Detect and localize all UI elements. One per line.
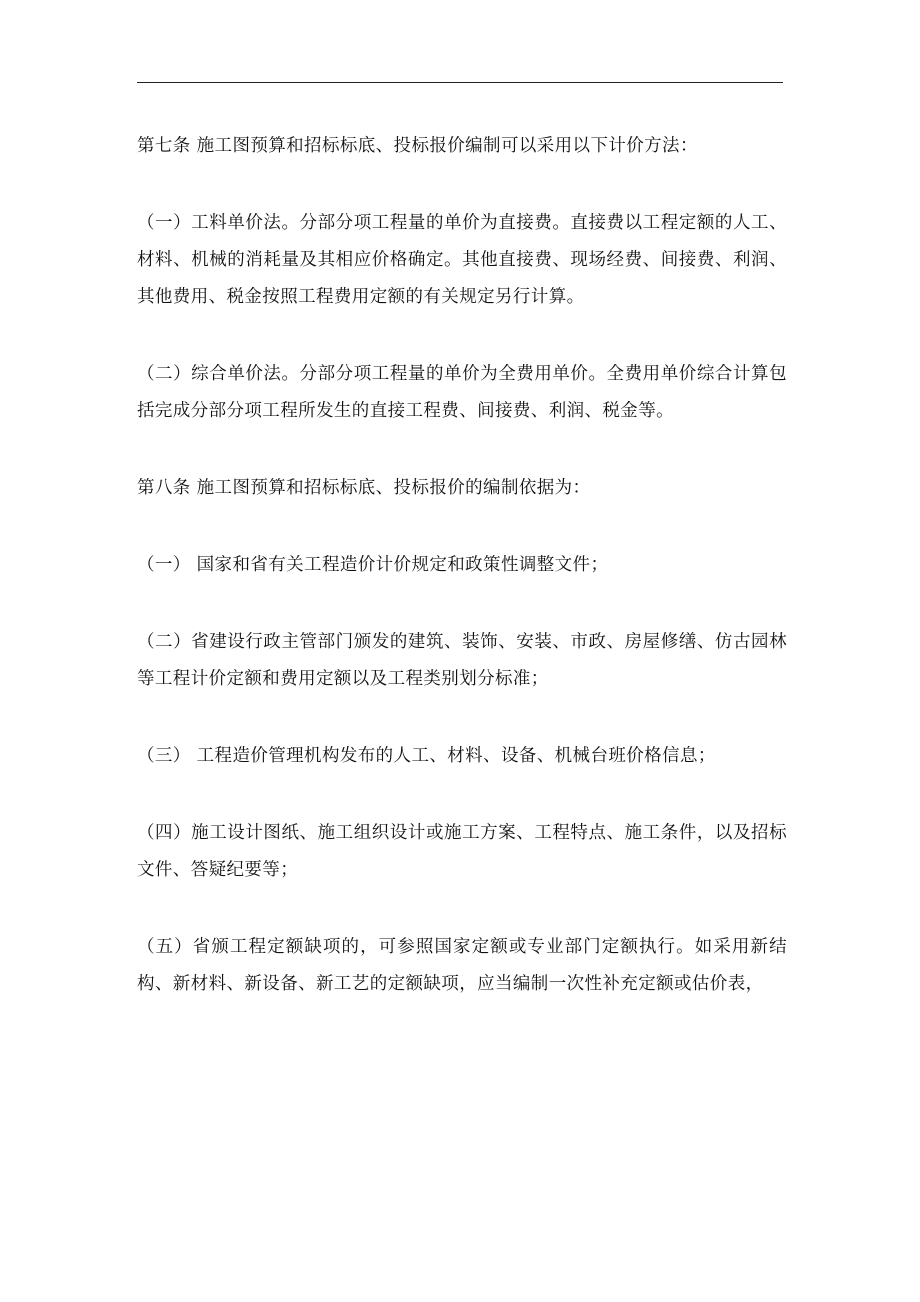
article-8-item-1: （一） 国家和省有关工程造价计价规定和政策性调整文件； [137, 555, 609, 575]
article-7-item-2: （二）综合单价法。分部分项工程量的单价为全费用单价。全费用单价综合计算包括完成分部分项工程所发生的直接工程费、间接费、利润、税金等。 [137, 364, 787, 421]
article-8-item-5: （五）省颁工程定额缺项的，可参照国家定额或专业部门定额执行。如采用新结构、新材料、新设备、新工艺的定额缺项，应当编制一次性补充定额或估价表， [137, 937, 787, 994]
article-8-item-2: （二）省建设行政主管部门颁发的建筑、装饰、安装、市政、房屋修缮、仿古园林等工程计价定额和费用定额以及工程类别划分标准； [137, 632, 787, 689]
article-8-item-4: （四）施工设计图纸、施工组织设计或施工方案、工程特点、施工条件，以及招标文件、答疑纪要等； [137, 823, 787, 880]
document-body [137, 128, 787, 1003]
article-8-heading: 第八条 施工图预算和招标标底、投标报价的编制依据为： [137, 478, 591, 498]
article-7-item-1: （一）工料单价法。分部分项工程量的单价为直接费。直接费以工程定额的人工、材料、机械的消耗量及其相应价格确定。其他直接费、现场经费、间接费、利润、其他费用、税金按照工程费用定额的有关规定另行计算。 [137, 213, 787, 307]
article-7-heading: 第七条 施工图预算和招标标底、投标报价编制可以采用以下计价方法： [137, 136, 698, 156]
header-rule [137, 82, 783, 83]
article-8-item-3: （三） 工程造价管理机构发布的人工、材料、设备、机械台班价格信息； [137, 746, 716, 766]
